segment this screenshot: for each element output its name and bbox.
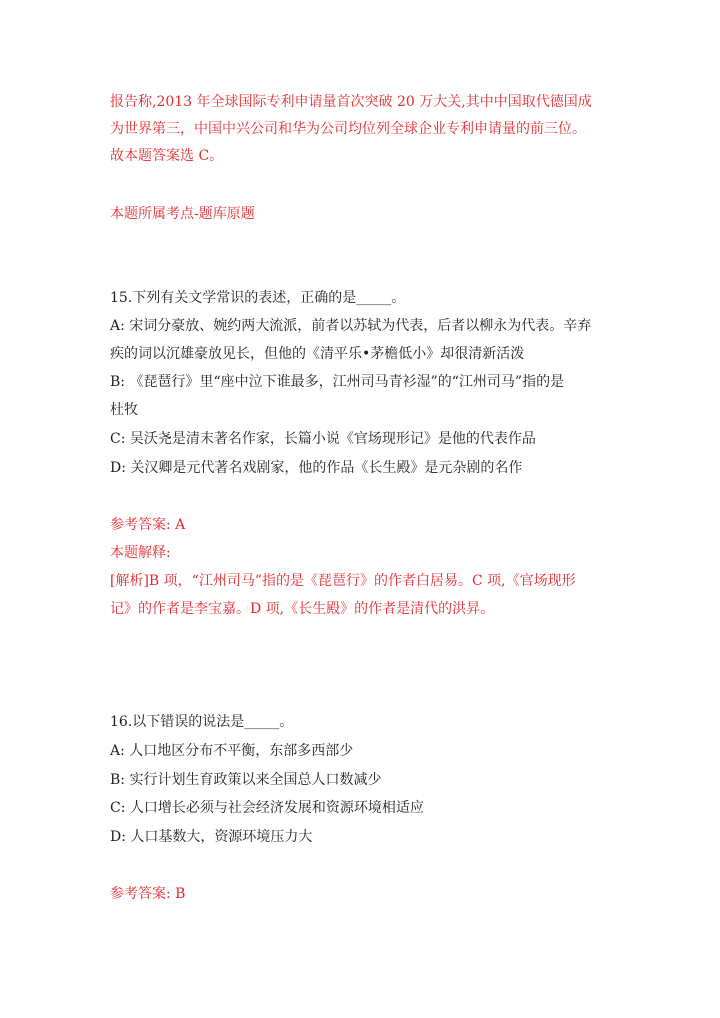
q15-option-a-line-1: A: 宋词分豪放、婉约两大流派，前者以苏轼为代表，后者以柳永为代表。辛弃 (110, 318, 592, 334)
q15-answer: 参考答案: A (110, 517, 186, 533)
q15-explanation-line-1: [解析]B 项，“江州司马”指的是《琵琶行》的作者白居易。C 项,《官场现形 (110, 573, 576, 589)
q15-option-a-line-2: 疾的词以沉雄豪放见长，但他的《清平乐•茅檐低小》却很清新活泼 (110, 346, 525, 362)
q16-option-b: B: 实行计划生育政策以来全国总人口数减少 (110, 772, 382, 788)
q15-option-b-line-2: 杜牧 (110, 402, 138, 418)
q15-stem: 15.下列有关文学常识的表述，正确的是_____。 (110, 290, 406, 306)
q16-option-d: D: 人口基数大，资源环境压力大 (110, 829, 313, 845)
q16-stem: 16.以下错误的说法是_____。 (110, 714, 294, 730)
prev-explanation-line-3: 故本题答案选 C。 (110, 148, 224, 164)
prev-source-tag: 本题所属考点-题库原题 (110, 206, 255, 222)
q15-explanation-line-2: 记》的作者是李宝嘉。D 项,《长生殿》的作者是清代的洪昇。 (110, 601, 495, 617)
q15-option-b-line-1: B: 《琵琶行》里“座中泣下谁最多，江州司马青衫湿”的“江州司马”指的是 (110, 374, 565, 390)
prev-explanation-line-2: 为世界第三，中国中兴公司和华为公司均位列全球企业专利申请量的前三位。 (110, 121, 586, 137)
q15-option-c: C: 吴沃尧是清末著名作家，长篇小说《官场现形记》是他的代表作品 (110, 431, 536, 447)
q16-answer: 参考答案: B (110, 886, 186, 902)
q16-option-a: A: 人口地区分布不平衡，东部多西部少 (110, 743, 354, 759)
q16-option-c: C: 人口增长必须与社会经济发展和资源环境相适应 (110, 800, 424, 816)
prev-explanation-line-1: 报告称,2013 年全球国际专利申请量首次突破 20 万大关,其中中国取代德国成 (110, 94, 592, 110)
q15-option-d: D: 关汉卿是元代著名戏剧家，他的作品《长生殿》是元杂剧的名作 (110, 460, 523, 476)
q15-explanation-label: 本题解释: (110, 545, 171, 561)
